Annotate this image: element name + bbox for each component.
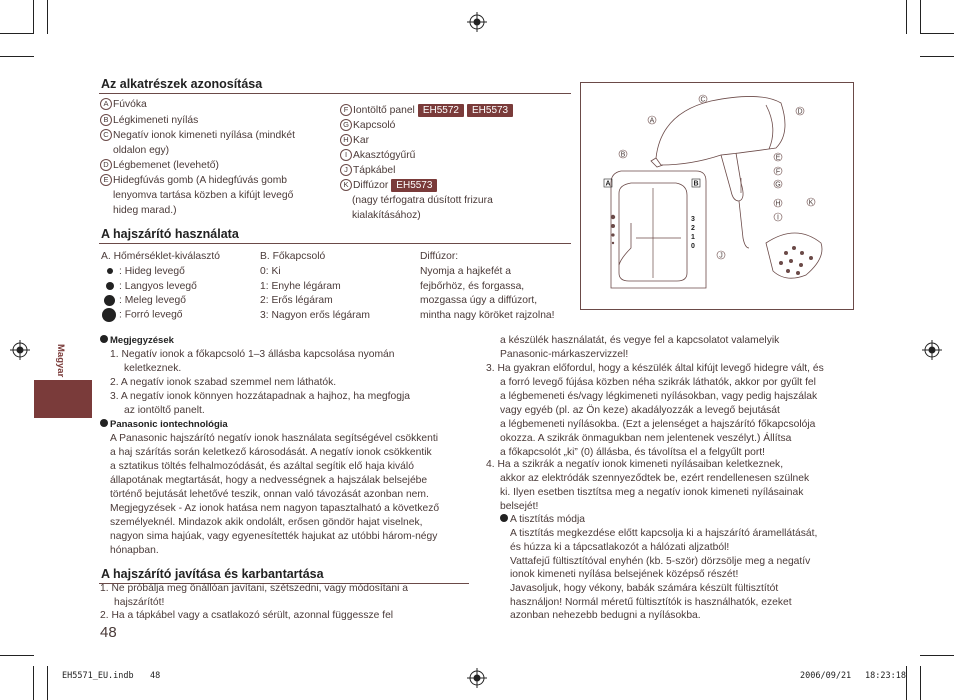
temp-selector-title: A. Hőmérséklet-kiválasztó: [101, 251, 221, 262]
temp-option: : Forró levegő: [102, 308, 183, 323]
part-item: D Légbemenet (levehető): [100, 159, 219, 173]
part-item: E Hidegfúvás gomb (A hidegfúvás gomb: [100, 174, 287, 188]
diffuser-text: mintha nagy köröket rajzolna!: [420, 310, 555, 321]
switch-pos-3: 3: [691, 216, 695, 223]
section-title-usage: A hajszárító használata: [101, 227, 239, 241]
part-item-cont: oldalon egy): [113, 145, 170, 156]
diffuser-title: Diffúzor:: [420, 251, 459, 262]
tech-line: személyeknél. Mindazok akik ondolált, erősen göndör hajat viselnek,: [110, 517, 423, 528]
temp-option: : Meleg levegő: [104, 294, 186, 308]
right-line: okozza. A szikrák önmagukban nem jelentenek veszélyt.) Állítsa: [500, 433, 792, 444]
cleaning-line: A tisztítás megkezdése előtt kapcsolja ki a hajszárító áramellátását,: [510, 528, 818, 539]
part-item: B Légkimeneti nyílás: [100, 114, 198, 128]
tech-line: A Panasonic hajszárító negatív ionok használata segítségével csökkenti: [110, 433, 438, 444]
diagram-label-h: H: [775, 200, 781, 208]
tech-line: a haj szárítás során keletkező károsodását. A negatív ionok csökkentik: [110, 447, 432, 458]
crop-mark: [920, 56, 954, 57]
diagram-label-k: K: [808, 199, 814, 207]
registration-mark-icon: [467, 12, 487, 32]
diagram-label-a: A: [649, 117, 655, 125]
right-line: Panasonic-márkaszervizzel!: [500, 349, 629, 360]
footer-date: 2006/09/21: [800, 671, 852, 681]
diagram-label-f: F: [775, 168, 781, 176]
part-item: C Negatív ionok kimeneti nyílása (mindkét: [100, 129, 295, 143]
model-badge: EH5573: [391, 179, 437, 192]
crop-mark: [920, 666, 921, 700]
cleaning-line: ionok kimeneti nyílása belsejének középső részét!: [510, 569, 739, 580]
right-line: a készülék használatát, és vegye fel a kapcsolatot valamelyik: [500, 335, 780, 346]
main-switch-option: 1: Enyhe légáram: [260, 281, 341, 292]
maintenance-item: 2. Ha a tápkábel vagy a csatlakozó sérült, azonnal függessze fel: [100, 610, 394, 621]
main-switch-option: 3: Nagyon erős légáram: [260, 310, 370, 321]
right-item: 4. Ha a szikrák a negatív ionok kimeneti nyílásaiban keletkeznek,: [486, 459, 784, 470]
tech-line: nagyon sima hajúak, vagy egyenesítették hajukat az utóbbi három-négy: [110, 531, 438, 542]
right-line: akkor az elektródák szennyeződtek be, ezért rendellenesen szülnek: [500, 473, 810, 484]
part-item: J Tápkábel: [340, 164, 395, 178]
part-item: F Iontöltő panel EH5572 EH5573: [340, 104, 513, 118]
title-underline: [99, 93, 571, 94]
diagram-panel-b: B: [693, 180, 699, 188]
footer-filename: EH5571_EU.indb: [62, 671, 134, 681]
registration-mark-icon: [10, 340, 30, 360]
part-item: K Diffúzor EH5573: [340, 179, 437, 193]
hair-dryer-illustration: [581, 83, 851, 307]
note-item: 2. A negatív ionok szabad szemmel nem láthatók.: [110, 377, 337, 388]
maintenance-item-cont: hajszárítót!: [114, 597, 165, 608]
crop-mark: [33, 0, 34, 34]
main-switch-option: 2: Erős légáram: [260, 295, 333, 306]
cleaning-line: Vattafejű fültisztítóval enyhén (kb. 5-ször) dörzsölje meg a negatív: [510, 556, 811, 567]
crop-mark: [0, 33, 34, 34]
crop-mark: [906, 0, 907, 34]
temp-option: : Langyos levegő: [104, 280, 197, 294]
section-title-maintenance: A hajszárító javítása és karbantartása: [101, 567, 324, 581]
right-line: a forró levegő fújása közben néha szikrák láthatók, akkor por gyűlt fel: [500, 377, 816, 388]
note-item: 1. Negatív ionok a főkapcsoló 1–3 állásba kapcsolása nyomán: [110, 349, 395, 360]
part-item: H Kar: [340, 134, 369, 148]
diffuser-note: (nagy térfogatra dúsított frizura: [352, 195, 493, 206]
main-switch-option: 0: Ki: [260, 266, 281, 277]
part-item-cont: hideg marad.): [113, 205, 177, 216]
tech-line: állapotának megtartását, hogy a nedvességnek a hajszálak belsejébe: [110, 475, 428, 486]
diffuser-note: kialakításához): [352, 210, 421, 221]
crop-mark: [920, 655, 954, 656]
crop-mark: [920, 0, 921, 34]
diagram-label-j: J: [719, 252, 723, 260]
note-item-cont: keletkeznek.: [124, 363, 182, 374]
title-underline: [99, 243, 571, 244]
right-line: a légbemeneti és/vagy légkimeneti nyílásokban, vagy pedig hajszálak: [500, 391, 818, 402]
tech-line: a sztatikus töltés felhalmozódását, és azáltal segítik elő haja kiváló: [110, 461, 414, 472]
diagram-label-d: D: [797, 108, 803, 116]
part-item-cont: lenyomva tartása közben a kifújt levegő: [113, 190, 294, 201]
right-item: 3. Ha gyakran előfordul, hogy a készülék által kifújt levegő hidegre vált, és: [486, 363, 824, 374]
crop-mark: [47, 0, 48, 34]
tech-heading: Panasonic iontechnológia: [100, 418, 228, 432]
cleaning-line: azonban nehezebb bedugni a nyílásokba.: [510, 610, 701, 621]
right-line: ki. Ilyen esetben tisztítsa meg a negatív ionok kimeneti nyílásainak: [500, 487, 804, 498]
right-line: vagy egyéb (pl. az Ön keze) akadályozzák a levegő bejutását: [500, 405, 780, 416]
crop-mark: [920, 33, 954, 34]
page-number: 48: [100, 624, 117, 641]
diffuser-text: mozgassa úgy a diffúzort,: [420, 295, 538, 306]
switch-pos-1: 1: [691, 234, 695, 241]
right-line: a légbemeneti nyílásokba. (Ezt a jelenséget a hajszárító főkapcsolója: [500, 419, 816, 430]
right-line: belsejét!: [500, 501, 539, 512]
main-switch-title: B. Főkapcsoló: [260, 251, 326, 262]
footer-page: 48: [150, 671, 161, 681]
right-line: a főkapcsolót „ki” (0) állásba, és távolítsa el a felgyűlt port!: [500, 447, 765, 458]
part-item: G Kapcsoló: [340, 119, 395, 133]
crop-mark: [906, 666, 907, 700]
model-badge: EH5573: [467, 104, 513, 117]
crop-mark: [0, 655, 34, 656]
cleaning-line: Javasoljuk, hogy vékony, babák számára készült fültisztítót: [510, 583, 779, 594]
temp-option: : Hideg levegő: [104, 265, 185, 279]
registration-mark-icon: [922, 340, 942, 360]
diagram-label-e: E: [775, 154, 781, 162]
crop-mark: [33, 666, 34, 700]
notes-heading: Megjegyzések: [100, 334, 174, 348]
section-title-parts: Az alkatrészek azonosítása: [101, 77, 263, 91]
part-item: I Akasztógyűrű: [340, 149, 415, 163]
diagram-label-c: C: [700, 96, 706, 104]
footer-time: 18:23:18: [865, 671, 906, 681]
note-item-cont: az iontöltő panelt.: [124, 405, 205, 416]
note-item: 3. A negatív ionok könnyen hozzátapadnak a hajhoz, ha megfogja: [110, 391, 410, 402]
model-badge: EH5572: [418, 104, 464, 117]
cleaning-line: használjon! Normál méretű fültisztítók is használhatók, ezeket: [510, 597, 792, 608]
registration-mark-icon: [467, 668, 487, 688]
side-tab-label: Magyar: [55, 344, 66, 378]
diagram-panel-a: A: [605, 180, 611, 188]
diagram-label-b: B: [620, 151, 626, 159]
switch-pos-0: 0: [691, 243, 695, 250]
tech-line: történő bejutását lehetővé teszik, onnan való távozását azonban nem.: [110, 489, 429, 500]
cleaning-line: és húzza ki a tápcsatlakozót a hálózati aljzatból!: [510, 542, 730, 553]
switch-pos-2: 2: [691, 225, 695, 232]
diagram-label-g: G: [775, 181, 781, 189]
diffuser-text: fejbőrhöz, és forgassa,: [420, 281, 525, 292]
maintenance-item: 1. Ne próbálja meg önállóan javítani, szétszedni, vagy módosítani a: [100, 583, 408, 594]
cleaning-heading: A tisztítás módja: [500, 513, 585, 527]
tech-line: Megjegyzések - Az ionok hatása nem nagyon tapasztalható a következő: [110, 503, 440, 514]
part-item: A Fúvóka: [100, 98, 147, 112]
crop-mark: [47, 666, 48, 700]
crop-mark: [0, 56, 34, 57]
tech-line: hónapban.: [110, 545, 159, 556]
diffuser-text: Nyomja a hajkefét a: [420, 266, 512, 277]
diagram-label-i: I: [777, 214, 779, 222]
